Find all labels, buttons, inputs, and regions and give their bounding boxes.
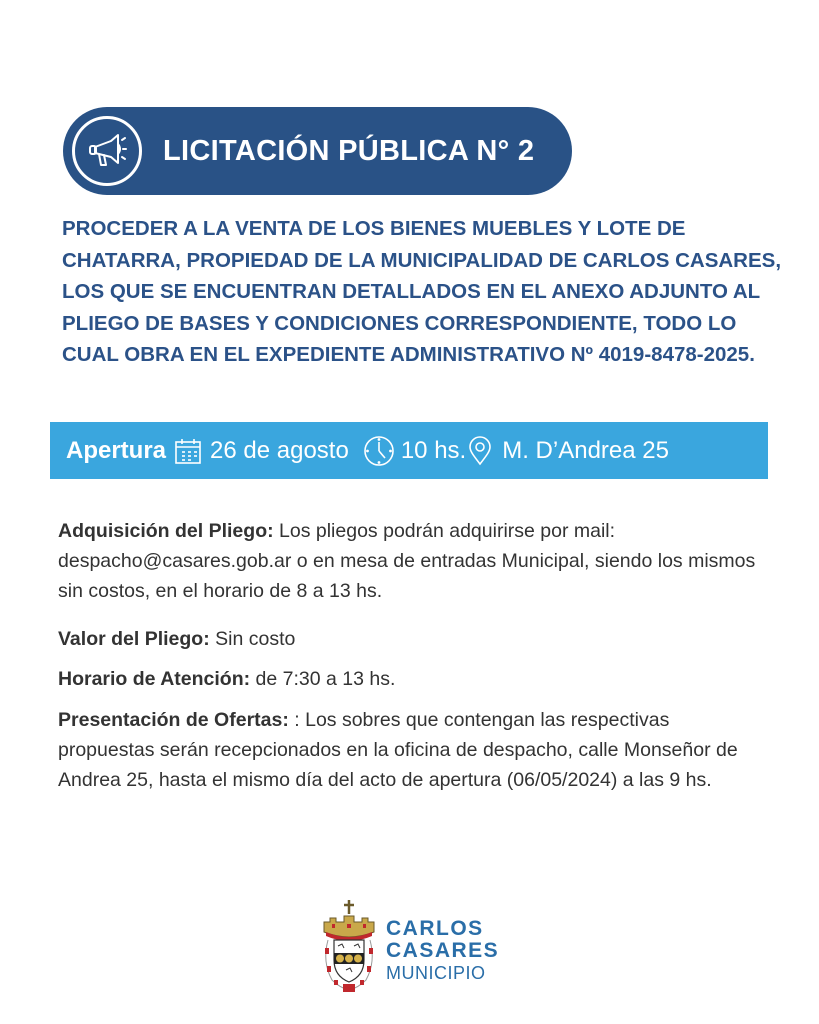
opening-date: 26 de agosto — [210, 436, 349, 464]
info-label: Valor del Pliego: — [58, 628, 210, 650]
logo-line-1: CARLOS — [386, 917, 484, 940]
clock-icon — [363, 435, 395, 467]
info-text: : Los sobres que contengan las respectivas propuestas serán recepcionados en la oficina de despacho, calle Monseñor de Andrea 25, hasta el mismo día del acto de apertura (06/05/2024) a las 9 hs. — [58, 709, 738, 791]
opening-label: Apertura — [66, 436, 167, 464]
info-hours — [58, 664, 768, 694]
megaphone-badge — [72, 116, 142, 186]
info-text: de 7:30 a 13 hs. — [250, 668, 396, 690]
info-submission — [58, 705, 768, 795]
info-label: Presentación de Ofertas: — [58, 709, 289, 731]
coat-of-arms-icon — [318, 898, 380, 994]
info-acquisition — [58, 516, 768, 606]
megaphone-icon — [85, 129, 129, 173]
info-text: Sin costo — [209, 628, 296, 650]
info-label: Horario de Atención: — [58, 668, 251, 690]
page-title: LICITACIÓN PÚBLICA N° 2 — [163, 135, 535, 167]
title-pill — [63, 107, 572, 195]
opening-banner — [50, 422, 768, 479]
logo-line-3: MUNICIPIO — [386, 963, 486, 983]
location-pin-icon — [468, 436, 492, 466]
municipality-logo — [318, 898, 518, 994]
info-text: Los pliegos podrán adquirirse por mail: despacho@casares.gob.ar o en mesa de entradas Municipal, siendo los mismos sin costos, en el horario de 8 a 13 hs. — [58, 520, 756, 602]
opening-time: 10 hs. — [400, 436, 467, 464]
logo-line-2: CASARES — [386, 939, 500, 962]
opening-location: M. D’Andrea 25 — [502, 436, 669, 464]
tender-description: PROCEDER A LA VENTA DE LOS BIENES MUEBLES Y LOTE DE CHATARRA, PROPIEDAD DE LA MUNICIPALIDAD DE CARLOS CASARES, LOS QUE SE ENCUENTRAN DETALLADOS EN EL ANEXO ADJUNTO AL PLIEGO DE BASES Y CONDICIONES CORRESPONDIENTE, TODO LO CUAL OBRA EN EL EXPEDIENTE ADMINISTRATIVO Nº 4019-8478-2025. — [62, 217, 782, 366]
logo-text — [386, 918, 499, 984]
info-label: Adquisición del Pliego: — [58, 520, 274, 542]
info-price — [58, 624, 768, 654]
calendar-icon — [174, 437, 202, 465]
